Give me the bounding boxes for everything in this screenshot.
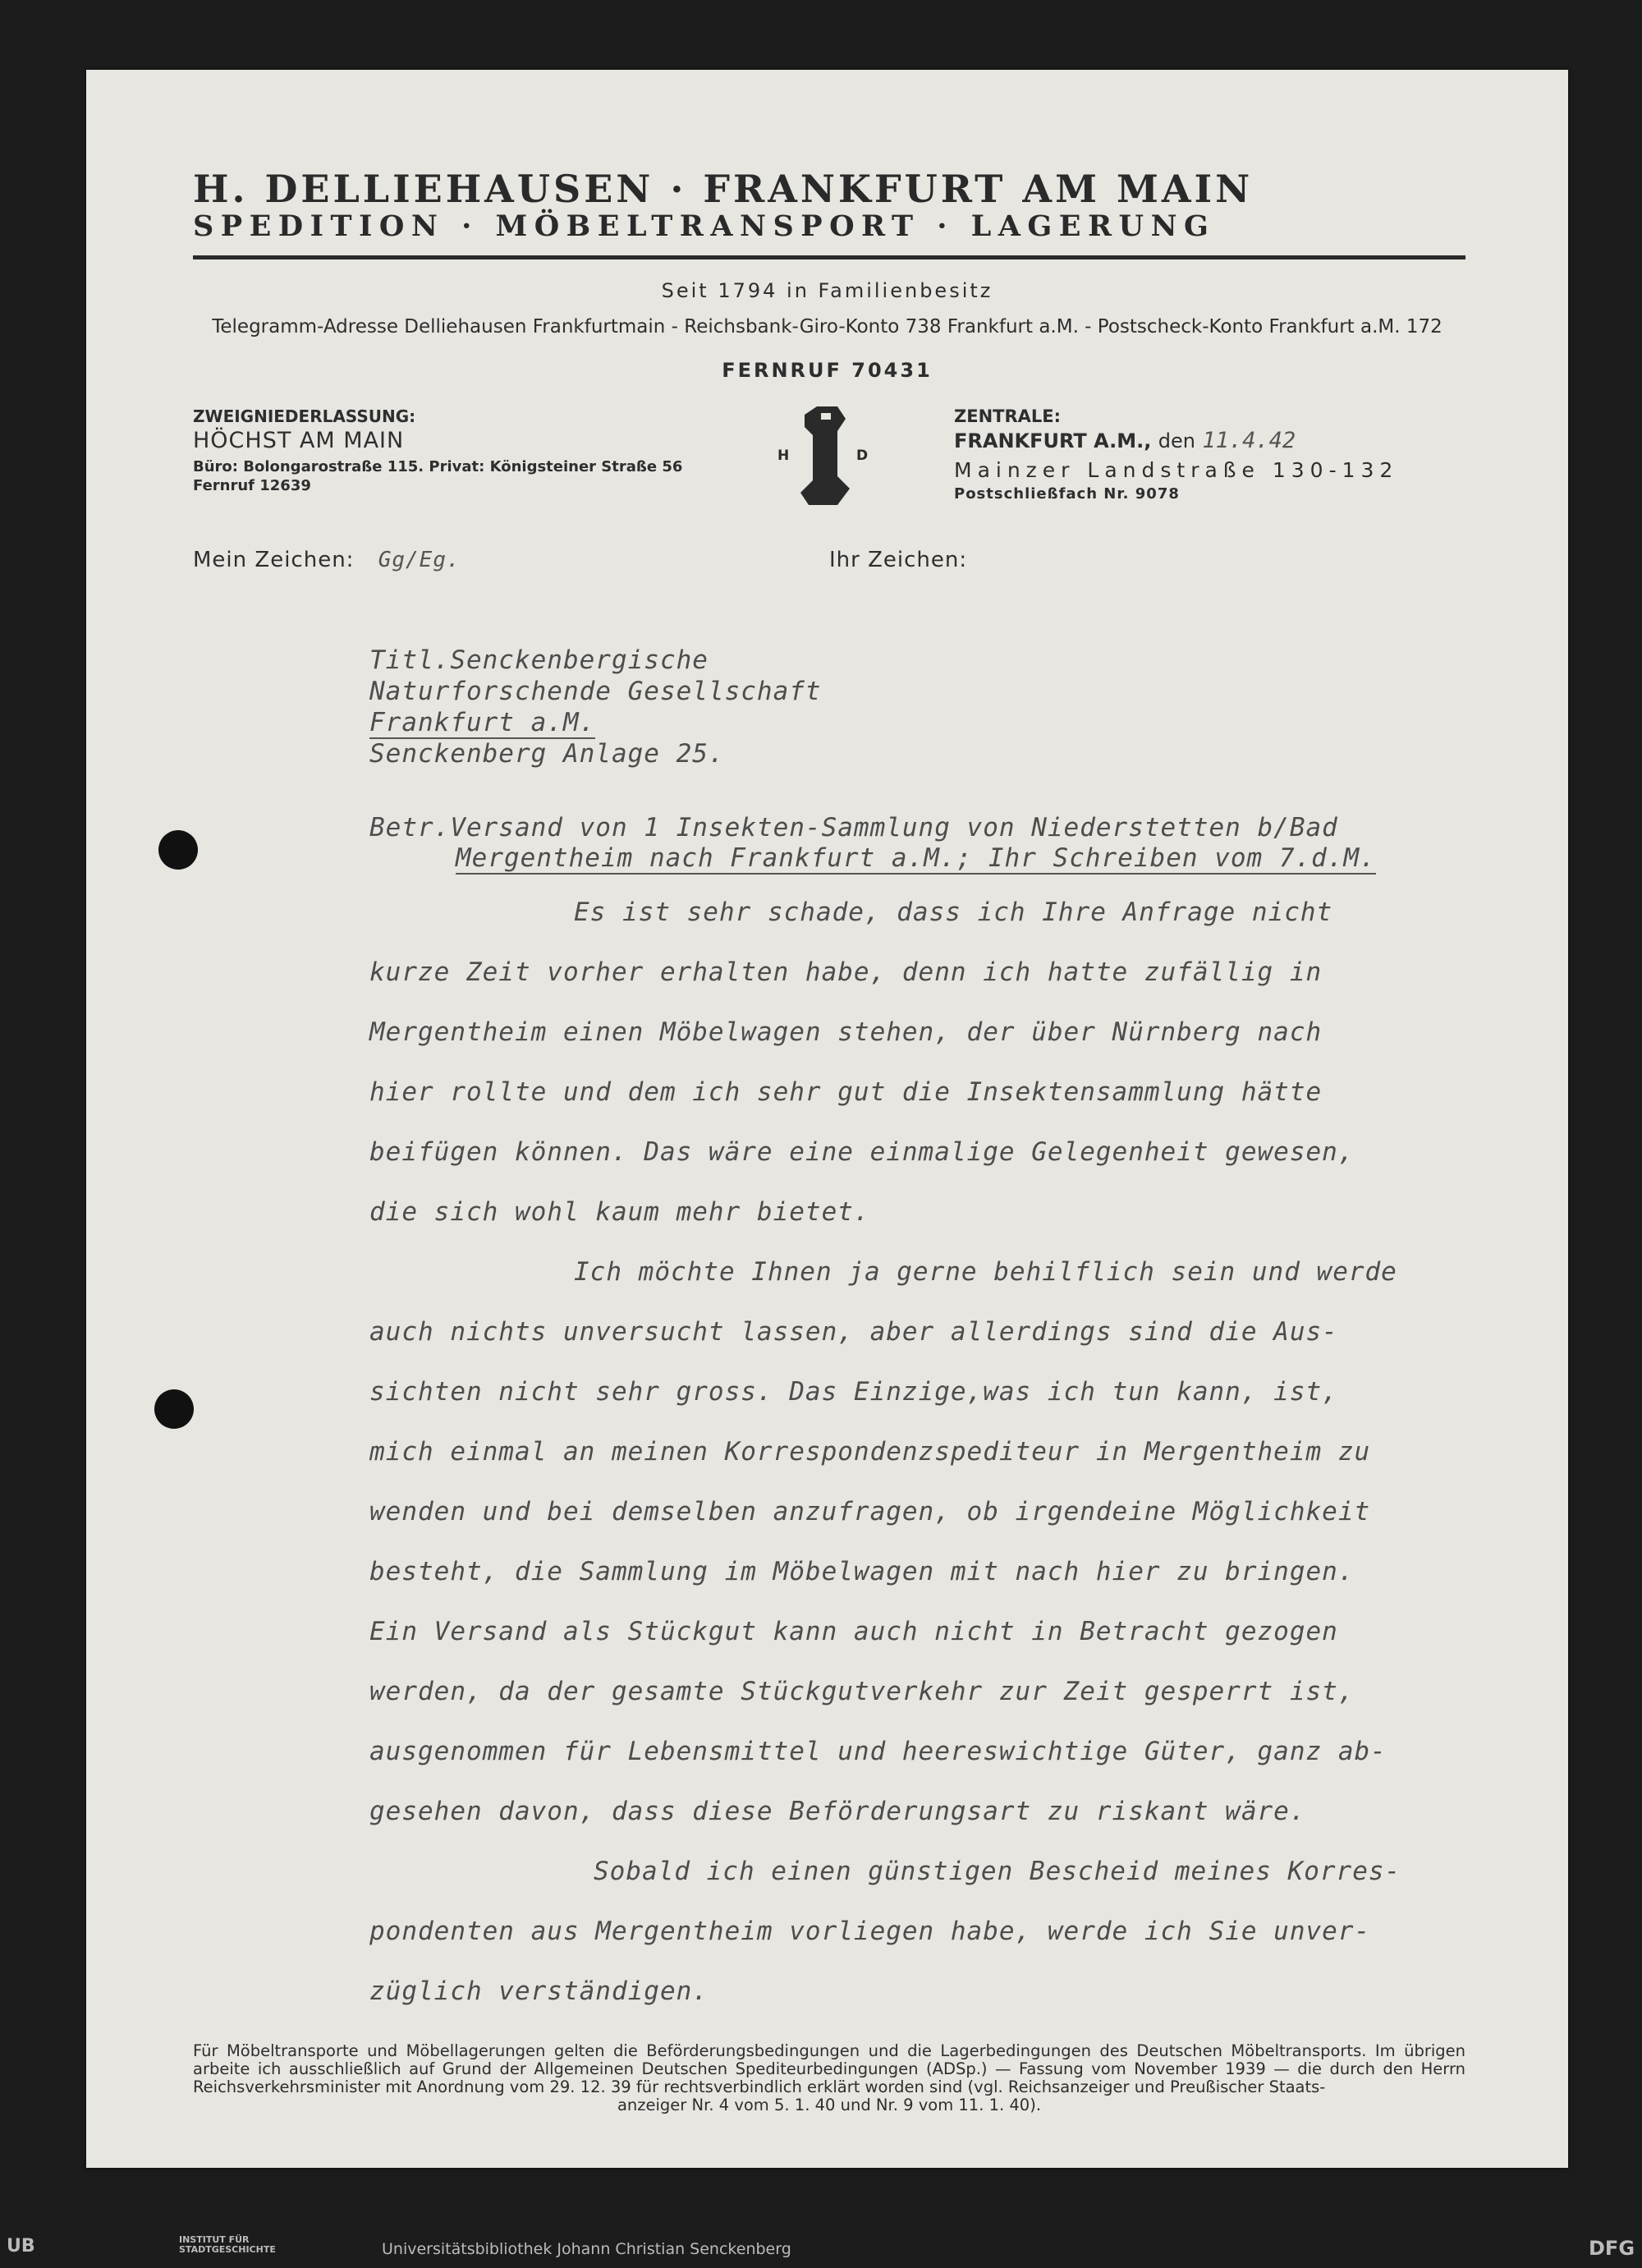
body-line: auch nichts unversucht lassen, aber allerdings sind die Aus-: [369, 1317, 1338, 1347]
telegram-line: Telegramm-Adresse Delliehausen Frankfurtmain - Reichsbank-Giro-Konto 738 Frankfurt a.M. - Postscheck-Konto Frankfurt a.M. 172: [212, 316, 1442, 337]
body-line: Mergentheim einen Möbelwagen stehen, der über Nürnberg nach: [369, 1017, 1323, 1047]
logo-letter-d: D: [856, 448, 869, 464]
my-reference: [193, 548, 461, 572]
body-line: ausgenommen für Lebensmittel und heereswichtige Güter, ganz ab-: [369, 1737, 1387, 1766]
company-logo: [759, 398, 883, 521]
body-line: Ein Versand als Stückgut kann auch nicht in Betracht gezogen: [369, 1617, 1338, 1646]
branch-office: Büro: Bolongarostraße 115. Privat: Königsteiner Straße 56: [193, 458, 683, 475]
your-reference: [829, 548, 967, 572]
letterhead-subtitle: SPEDITION · MÖBELTRANSPORT · LAGERUNG: [193, 209, 1216, 243]
body-line: mich einmal an meinen Korrespondenzspediteur in Mergentheim zu: [369, 1437, 1371, 1467]
branch-phone: Fernruf 12639: [193, 477, 311, 494]
footer-text: Für Möbeltransporte und Möbellagerungen gelten die Beförderungsbedingungen und die Lagerbedingungen des Deutschen Möbeltransports. Im übrigen arbeite ich ausschließlich auf Grund der Allgemeinen Deutschen Spediteurbedingungen (ADSp.) — Fassung vom November 1939 — die durch den Herrn Reichsverkehrsminister mit Anordnung vom 29. 12. 39 für rechtsverbindlich erklärt worden sind (vgl. Reichsanzeiger und Preußischer Staats-: [193, 2041, 1465, 2096]
branch-block: [193, 406, 682, 494]
branch-name: HÖCHST AM MAIN: [193, 428, 405, 453]
logo-letter-h: H: [777, 448, 790, 464]
punch-hole: [158, 830, 198, 870]
archive-credit: Universitätsbibliothek Johann Christian Senckenberg: [382, 2240, 791, 2258]
footer-text-last: anzeiger Nr. 4 vom 5. 1. 40 und Nr. 9 vom 11. 1. 40).: [617, 2096, 1042, 2114]
recipient-city: Frankfurt a.M.: [369, 708, 596, 737]
your-reference-label: Ihr Zeichen:: [829, 548, 968, 572]
footer-terms: [193, 2042, 1465, 2114]
recipient-line: Naturforschende Gesellschaft: [369, 677, 822, 706]
central-city: FRANKFURT A.M.,: [954, 429, 1152, 452]
my-reference-label: Mein Zeichen:: [193, 548, 355, 572]
body-line: züglich verständigen.: [369, 1976, 709, 2006]
recipient-line: Senckenberg Anlage 25.: [369, 739, 725, 769]
body-line: pondenten aus Mergentheim vorliegen habe, werde ich Sie unver-: [369, 1917, 1371, 1946]
body-line: besteht, die Sammlung im Möbelwagen mit nach hier zu bringen.: [369, 1557, 1355, 1586]
since-line: Seit 1794 in Familienbesitz: [661, 279, 993, 302]
body-line: Es ist sehr schade, dass ich Ihre Anfrage nicht: [574, 898, 1333, 927]
letter-date: 11.4.42: [1202, 428, 1296, 453]
subject-block: [369, 813, 1376, 874]
letterhead-rule: [193, 255, 1465, 259]
central-block: [954, 406, 1398, 503]
body-line: Sobald ich einen günstigen Bescheid meines Korres-: [594, 1857, 1401, 1886]
ub-logo: UB: [7, 2236, 35, 2257]
subject-line: Betr.Versand von 1 Insekten-Sammlung von Niederstetten b/Bad: [369, 813, 1338, 842]
central-postbox: Postschließfach Nr. 9078: [954, 485, 1180, 503]
recipient-line: Titl.Senckenbergische: [369, 645, 709, 675]
body-line: hier rollte und dem ich sehr gut die Insektensammlung hätte: [369, 1077, 1323, 1107]
body-line: wenden und bei demselben anzufragen, ob irgendeine Möglichkeit: [369, 1497, 1371, 1527]
institute-logo: INSTITUT FÜR STADTGESCHICHTE: [179, 2234, 276, 2255]
date-prefix: den: [1158, 429, 1195, 452]
branch-label: ZWEIGNIEDERLASSUNG:: [193, 406, 416, 426]
central-label: ZENTRALE:: [954, 406, 1062, 426]
dfg-logo: DFG: [1589, 2237, 1635, 2260]
phone-line: FERNRUF 70431: [722, 359, 933, 382]
central-address: Mainzer Landstraße 130-132: [954, 458, 1399, 482]
body-line: gesehen davon, dass diese Beförderungsart zu riskant wäre.: [369, 1797, 1306, 1826]
subject-line-underlined: Mergentheim nach Frankfurt a.M.; Ihr Schreiben vom 7.d.M.: [456, 843, 1376, 873]
body-line: Ich möchte Ihnen ja gerne behilflich sein und werde: [574, 1257, 1397, 1287]
recipient-address: [369, 645, 822, 769]
recipient-line: [369, 707, 822, 738]
my-reference-value: Gg/Eg.: [378, 548, 461, 572]
body-line: kurze Zeit vorher erhalten habe, denn ich hatte zufällig in: [369, 957, 1323, 987]
body-line: beifügen können. Das wäre eine einmalige Gelegenheit gewesen,: [369, 1137, 1355, 1167]
letterhead-title: H. DELLIEHAUSEN · FRANKFURT AM MAIN: [193, 167, 1254, 211]
central-city-line: [954, 428, 1398, 453]
letter-paper: [86, 70, 1568, 2168]
subject-line: [456, 843, 1376, 874]
punch-hole: [154, 1389, 194, 1429]
body-line: sichten nicht sehr gross. Das Einzige,was ich tun kann, ist,: [369, 1377, 1338, 1407]
body-line: werden, da der gesamte Stückgutverkehr zur Zeit gesperrt ist,: [369, 1677, 1355, 1706]
body-line: die sich wohl kaum mehr bietet.: [369, 1197, 870, 1227]
